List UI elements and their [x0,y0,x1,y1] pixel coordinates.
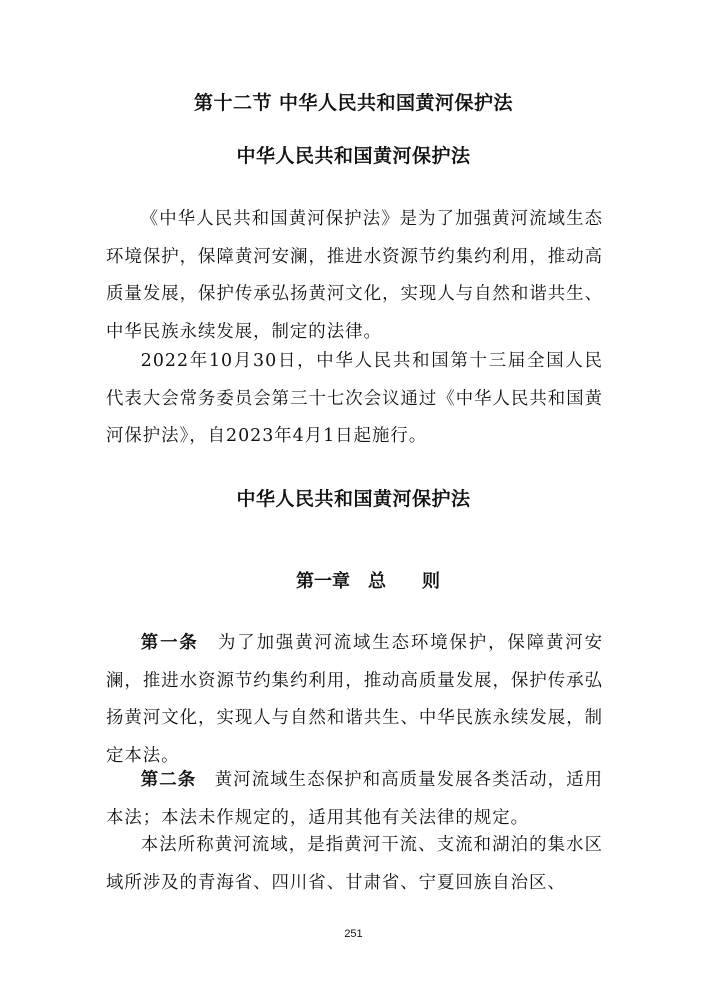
section-heading: 第十二节 中华人民共和国黄河保护法 [193,92,514,114]
article-1-number: 第一条 [140,633,199,653]
law-title-body: 中华人民共和国黄河保护法 [236,488,471,510]
article-2 [106,762,603,837]
adoption-paragraph: 2022年10月30日，中华人民共和国第十三届全国人民代表大会常务委员会第三十七次会议通过《中华人民共和国黄河保护法》，自2023年4月1日起施行。 [106,351,603,446]
article-1 [106,625,603,775]
intro-paragraph: 《中华人民共和国黄河保护法》是为了加强黄河流域生态环境保护，保障黄河安澜，推进水资源节约集约利用，推动高质量发展，保护传承弘扬黄河文化，实现人与自然和谐共生、中华民族永续发展，制定的法律。 [106,209,603,342]
page-number: 251 [344,928,363,940]
article-2-text: 黄河流域生态保护和高质量发展各类活动，适用本法；本法未作规定的，适用其他有关法律的规定。 [106,770,603,828]
law-title-intro: 中华人民共和国黄河保护法 [236,145,471,167]
article-2-number: 第二条 [140,770,197,790]
chapter-heading: 第一章 总 则 [296,571,440,592]
basin-definition-paragraph: 本法所称黄河流域，是指黄河干流、支流和湖泊的集水区域所涉及的青海省、四川省、甘肃省、宁夏回族自治区、 [106,835,603,893]
article-1-text: 为了加强黄河流域生态环境保护，保障黄河安澜，推进水资源节约集约利用，推动高质量发展，保护传承弘扬黄河文化，实现人与自然和谐共生、中华民族永续发展，制定本法。 [106,633,603,766]
